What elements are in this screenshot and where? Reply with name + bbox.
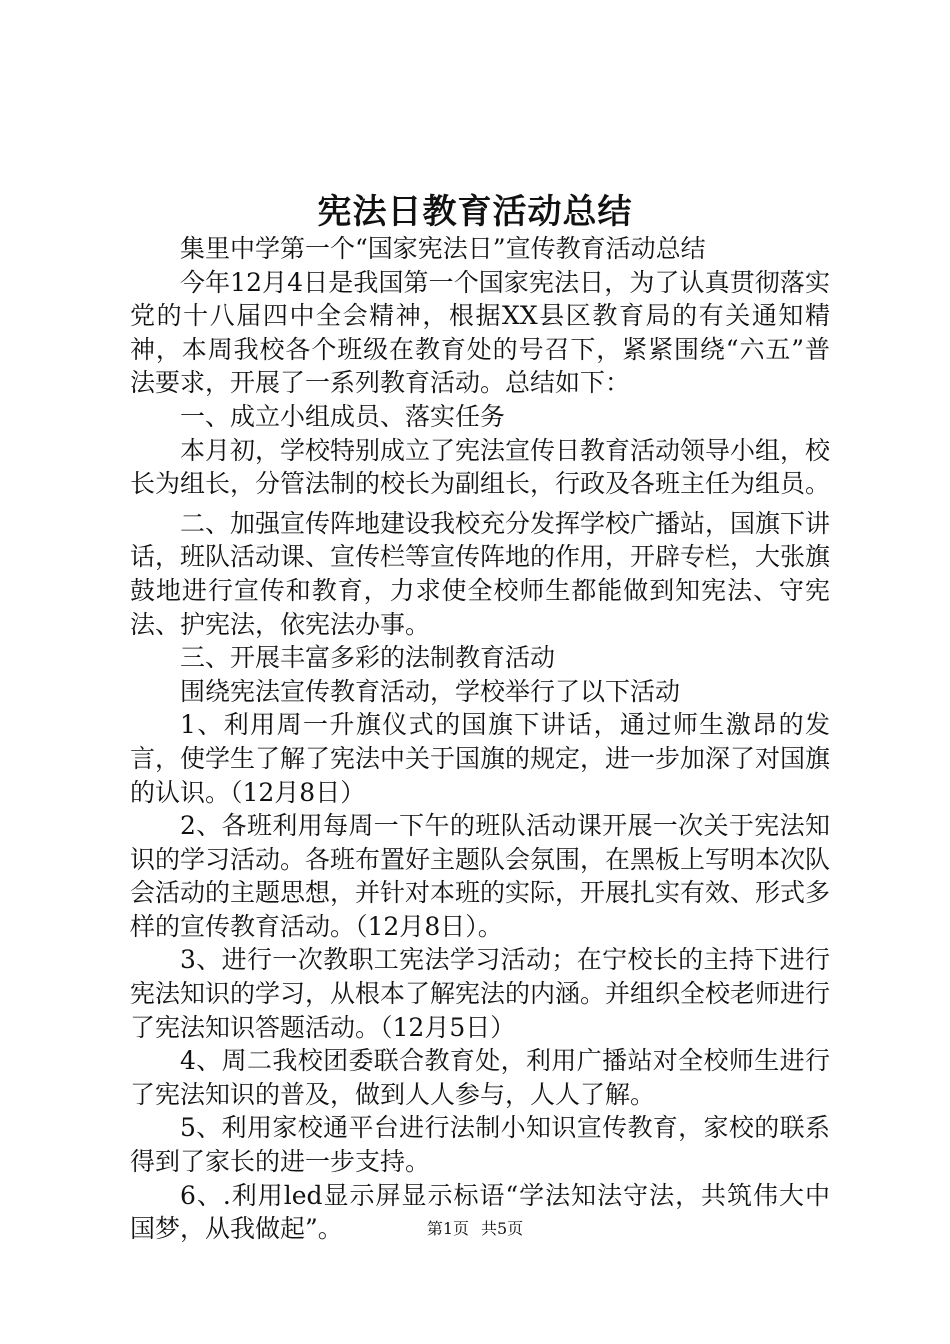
section-heading-1: 一、成立小组成员、落实任务	[180, 401, 506, 431]
activity-item-3: 3、进行一次教职工宪法学习活动；在宁校长的主持下进行宪法知识的学习，从根本了解宪法的内涵。并组织全校老师进行了宪法知识答题活动。（12月5日）	[130, 945, 831, 1042]
intro-paragraph: 今年12月4日是我国第一个国家宪法日，为了认真贯彻落实党的十八届四中全会精神，根据XX县区教育局的有关通知精神，本周我校各个班级在教育处的号召下，紧紧围绕“六五”普法要求，开展了一系列教育活动。总结如下：	[130, 267, 830, 398]
page-footer	[0, 1216, 950, 1239]
section-1-paragraph: 本月初，学校特别成立了宪法宣传日教育活动领导小组，校长为组长，分管法制的校长为副组长，行政及各班主任为组员。	[130, 435, 831, 499]
activity-item-4: 4、周二我校团委联合教育处，利用广播站对全校师生进行了宪法知识的普及，做到人人参与，人人了解。	[130, 1046, 830, 1109]
section-heading-2-paragraph: 二、加强宣传阵地建设我校充分发挥学校广播站，国旗下讲话，班队活动课、宣传栏等宣传阵地的作用，开辟专栏，大张旗鼓地进行宣传和教育，力求使全校师生都能做到知宪法、守宪法、护宪法，依宪法办事。	[130, 508, 831, 639]
page-total: 共5页	[481, 1219, 524, 1238]
activity-item-1: 1、利用周一升旗仪式的国旗下讲话，通过师生激昂的发言，使学生了解了宪法中关于国旗的规定，进一步加深了对国旗的认识。（12月8日）	[130, 710, 831, 807]
activity-item-6: 6、.利用led显示屏显示标语“学法知法守法，共筑伟大中国梦，从我做起”。	[130, 1180, 830, 1244]
document-body	[130, 232, 830, 1246]
document-title: 宪法日教育活动总结	[317, 192, 633, 232]
activity-item-2: 2、各班利用每周一下午的班队活动课开展一次关于宪法知识的学习活动。各班布置好主题队会氛围，在黑板上写明本次队会活动的主题思想，并针对本班的实际，开展扎实有效、形式多样的宣传教育活动。（12月8日）。	[130, 811, 831, 941]
page-number: 第1页	[426, 1219, 469, 1238]
activity-item-5: 5、利用家校通平台进行法制小知识宣传教育，家校的联系得到了家长的进一步支持。	[130, 1113, 830, 1177]
subtitle-paragraph: 集里中学第一个“国家宪法日”宣传教育活动总结	[180, 234, 706, 263]
section-heading-3: 三、开展丰富多彩的法制教育活动	[180, 643, 556, 673]
activities-intro: 围绕宪法宣传教育活动，学校举行了以下活动	[180, 676, 681, 706]
